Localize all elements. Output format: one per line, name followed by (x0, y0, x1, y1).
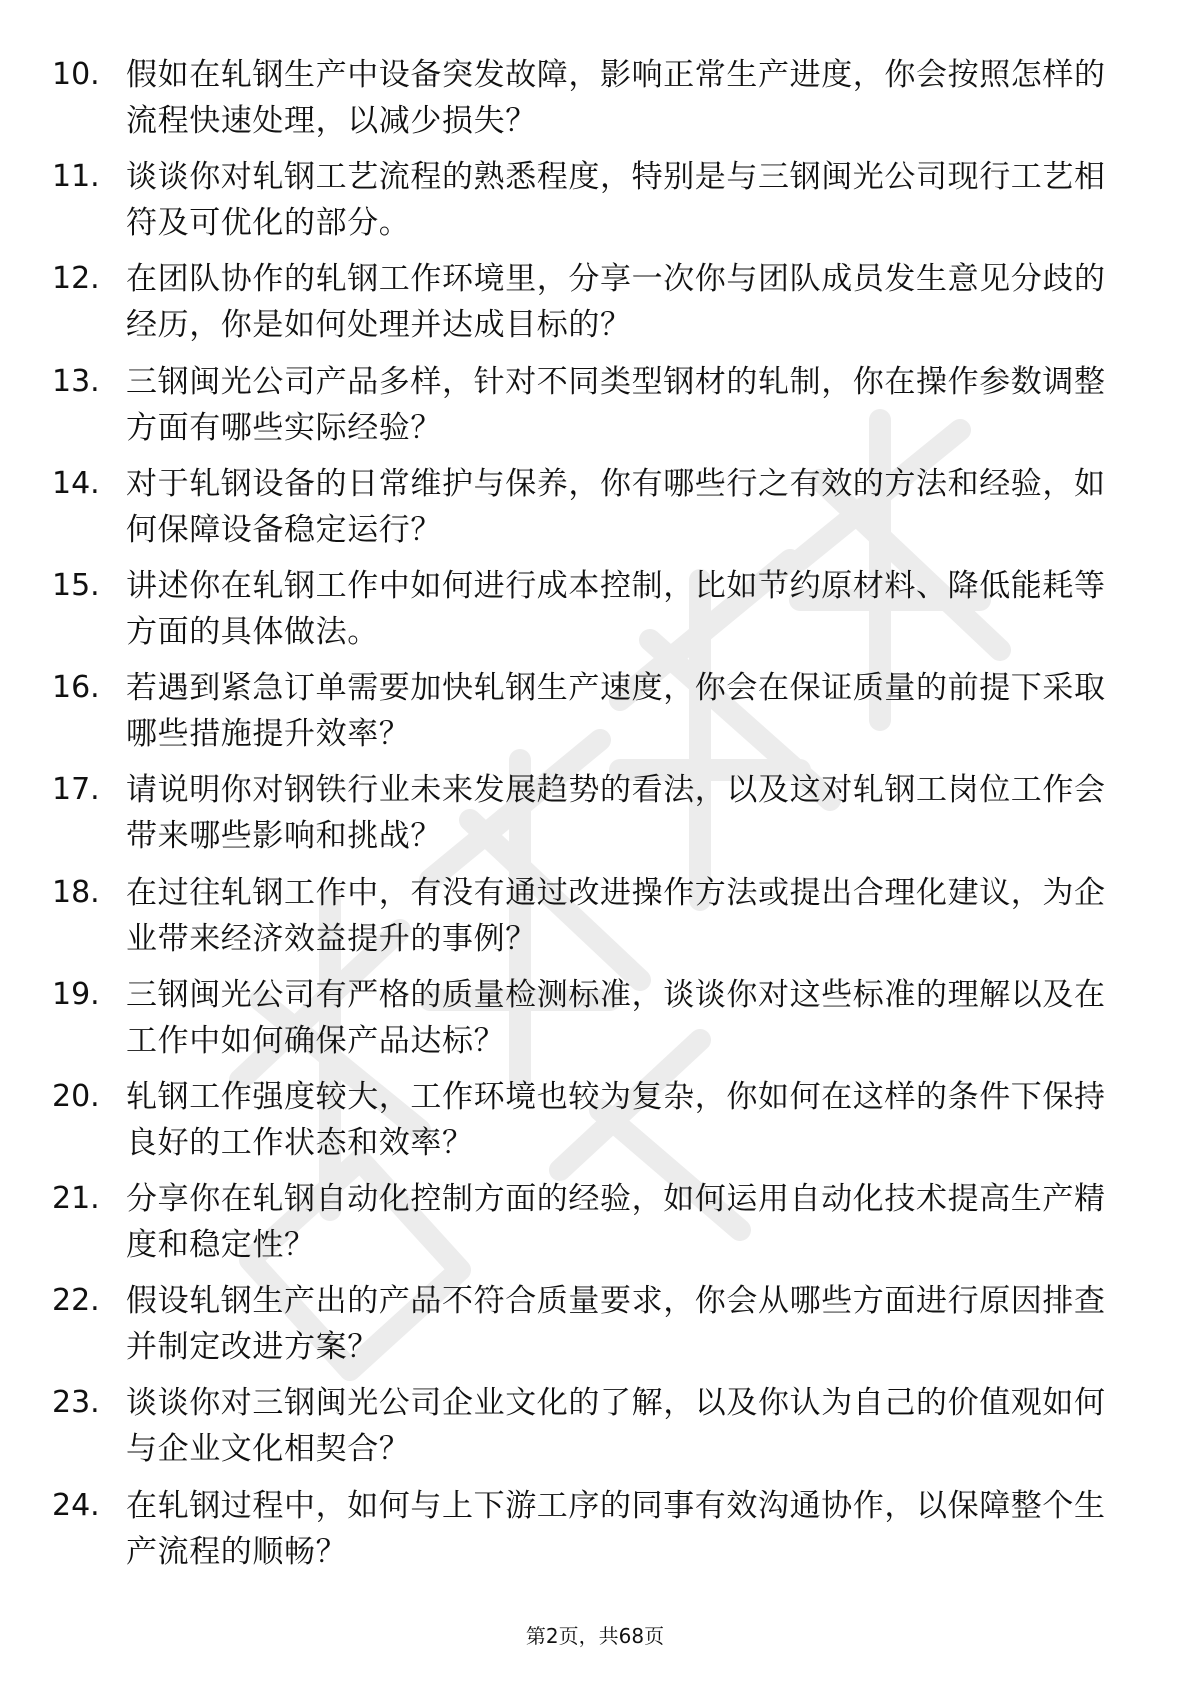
question-text: 对于轧钢设备的日常维护与保养，你有哪些行之有效的方法和经验，如何保障设备稳定运行？ (126, 465, 1106, 548)
question-item (52, 461, 1112, 563)
question-item (52, 1483, 1112, 1585)
question-item (52, 154, 1112, 256)
question-text: 若遇到紧急订单需要加快轧钢生产速度，你会在保证质量的前提下采取哪些措施提升效率？ (126, 670, 1106, 753)
question-number: 23. (52, 1385, 100, 1421)
question-item (52, 256, 1112, 358)
question-text: 在过往轧钢工作中，有没有通过改进操作方法或提出合理化建议，为企业带来经济效益提升的事例？ (126, 874, 1106, 957)
question-item (52, 767, 1112, 869)
question-number: 21. (52, 1181, 100, 1217)
question-item (52, 359, 1112, 461)
question-number: 12. (52, 261, 100, 297)
question-text: 分享你在轧钢自动化控制方面的经验，如何运用自动化技术提高生产精度和稳定性？ (126, 1181, 1106, 1264)
question-item (52, 972, 1112, 1074)
question-number: 22. (52, 1283, 100, 1319)
question-item (52, 1176, 1112, 1278)
question-item (52, 1380, 1112, 1482)
question-number: 13. (52, 363, 100, 399)
question-item (52, 1278, 1112, 1380)
question-number: 17. (52, 772, 100, 808)
question-number: 19. (52, 976, 100, 1012)
question-item (52, 563, 1112, 665)
question-number: 20. (52, 1078, 100, 1114)
question-item (52, 1074, 1112, 1176)
question-text: 在轧钢过程中，如何与上下游工序的同事有效沟通协作，以保障整个生产流程的顺畅？ (126, 1487, 1106, 1570)
question-number: 24. (52, 1487, 100, 1523)
question-item (52, 870, 1112, 972)
question-list (52, 52, 1112, 1585)
question-text: 轧钢工作强度较大，工作环境也较为复杂，你如何在这样的条件下保持良好的工作状态和效率？ (126, 1078, 1106, 1161)
page-number-footer: 第2页，共68页 (525, 1624, 665, 1648)
question-text: 三钢闽光公司有严格的质量检测标准，谈谈你对这些标准的理解以及在工作中如何确保产品达标？ (126, 976, 1106, 1059)
question-text: 谈谈你对三钢闽光公司企业文化的了解，以及你认为自己的价值观如何与企业文化相契合？ (126, 1385, 1106, 1468)
question-number: 18. (52, 874, 100, 910)
question-text: 假如在轧钢生产中设备突发故障，影响正常生产进度，你会按照怎样的流程快速处理，以减少损失？ (126, 57, 1106, 139)
question-text: 请说明你对钢铁行业未来发展趋势的看法，以及这对轧钢工岗位工作会带来哪些影响和挑战？ (126, 772, 1106, 855)
question-number: 15. (52, 567, 100, 603)
question-text: 在团队协作的轧钢工作环境里，分享一次你与团队成员发生意见分歧的经历，你是如何处理并达成目标的？ (126, 261, 1106, 344)
question-text: 假设轧钢生产出的产品不符合质量要求，你会从哪些方面进行原因排查并制定改进方案？ (126, 1283, 1106, 1366)
question-item (52, 665, 1112, 767)
question-item (52, 52, 1112, 154)
question-number: 10. (52, 57, 100, 92)
question-number: 11. (52, 159, 100, 195)
question-text: 讲述你在轧钢工作中如何进行成本控制，比如节约原材料、降低能耗等方面的具体做法。 (126, 567, 1106, 650)
question-number: 14. (52, 465, 100, 501)
question-number: 16. (52, 670, 100, 706)
question-text: 三钢闽光公司产品多样，针对不同类型钢材的轧制，你在操作参数调整方面有哪些实际经验？ (126, 363, 1106, 446)
question-text: 谈谈你对轧钢工艺流程的熟悉程度，特别是与三钢闽光公司现行工艺相符及可优化的部分。 (126, 159, 1106, 242)
